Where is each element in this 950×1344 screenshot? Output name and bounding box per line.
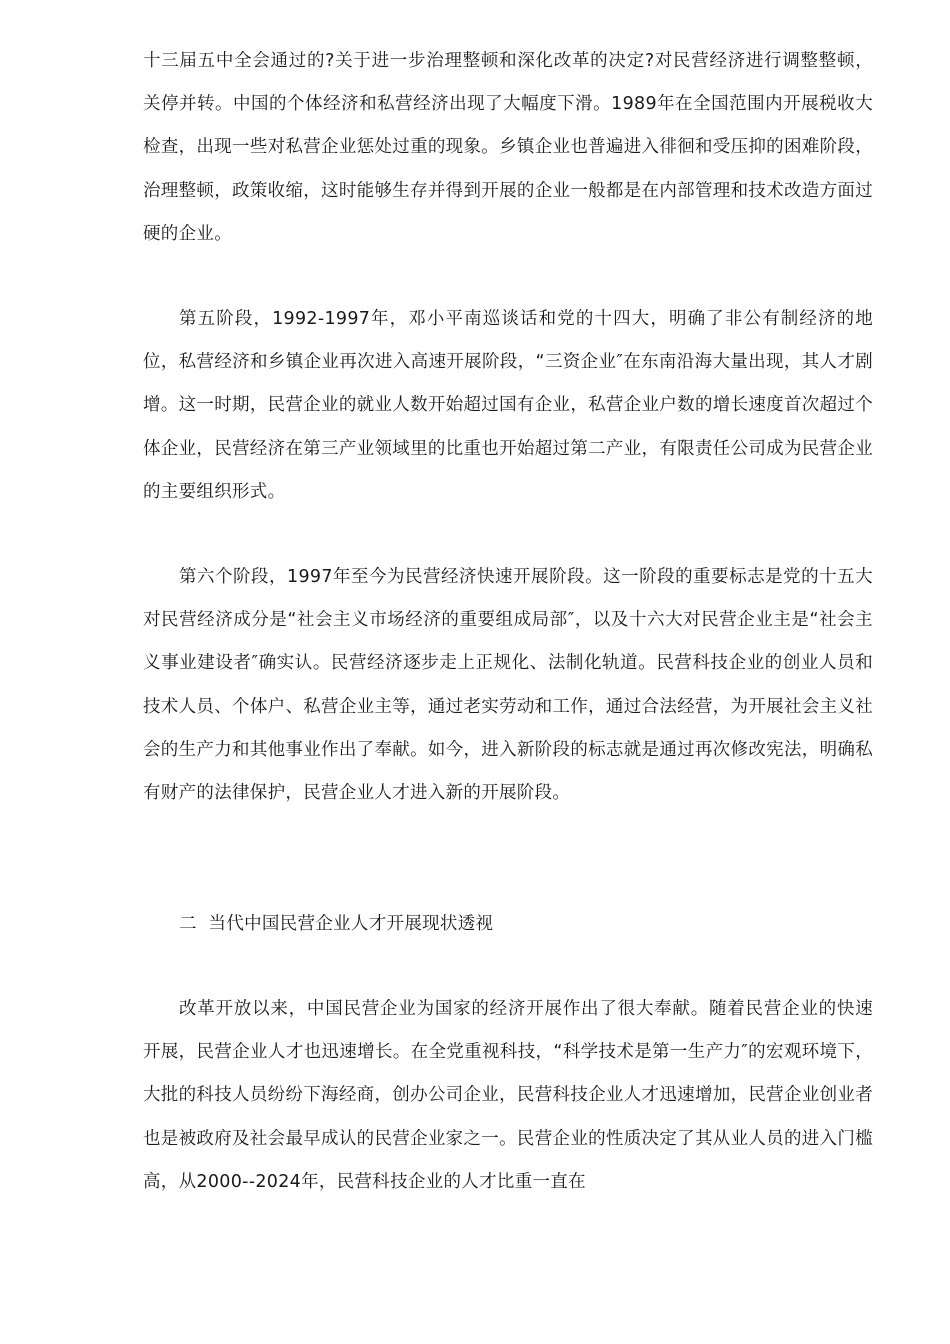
paragraph-continuation: 十三届五中全会通过的?关于进一步治理整顿和深化改革的决定?对民营经济进行调整整顿，关停并转。中国的个体经济和私营经济出现了大幅度下滑。1989年在全国范围内开展税收大检查，出现一些对私营企业惩处过重的现象。乡镇企业也普遍进入徘徊和受压抑的困难阶段，治理整顿，政策收缩，这时能够生存并得到开展的企业一般都是在内部管理和技术改造方面过硬的企业。 (143, 51, 873, 244)
paragraph-talent-status: 改革开放以来，中国民营企业为国家的经济开展作出了很大奉献。随着民营企业的快速开展，民营企业人才也迅速增长。在全党重视科技，“科学技术是第一生产力″的宏观环境下，大批的科技人员纷纷下海经商，创办公司企业，民营科技企业人才迅速增加，民营企业创业者也是被政府及社会最早成认的民营企业家之一。民营企业的性质决定了其从业人员的进入门槛高，从2000--2024年，民营科技企业的人才比重一直在 (143, 999, 873, 1192)
paragraph-stage-five: 第五阶段，1992-1997年，邓小平南巡谈话和党的十四大，明确了非公有制经济的地位，私营经济和乡镇企业再次进入高速开展阶段，“三资企业″在东南沿海大量出现，其人才剧增。这一时期，民营企业的就业人数开始超过国有企业，私营企业户数的增长速度首次超过个体企业，民营经济在第三产业领域里的比重也开始超过第二产业，有限责任公司成为民营企业的主要组织形式。 (143, 309, 873, 502)
section-heading: 二 当代中国民营企业人才开展现状透视 (179, 914, 494, 934)
paragraph-stage-six: 第六个阶段，1997年至今为民营经济快速开展阶段。这一阶段的重要标志是党的十五大对民营经济成分是“社会主义市场经济的重要组成局部″，以及十六大对民营企业主是“社会主义事业建设者″确实认。民营经济逐步走上正规化、法制化轨道。民营科技企业的创业人员和技术人员、个体户、私营企业主等，通过老实劳动和工作，通过合法经营，为开展社会主义社会的生产力和其他事业作出了奉献。如今，进入新阶段的标志就是通过再次修改宪法，明确私有财产的法律保护，民营企业人才进入新的开展阶段。 (143, 567, 873, 804)
